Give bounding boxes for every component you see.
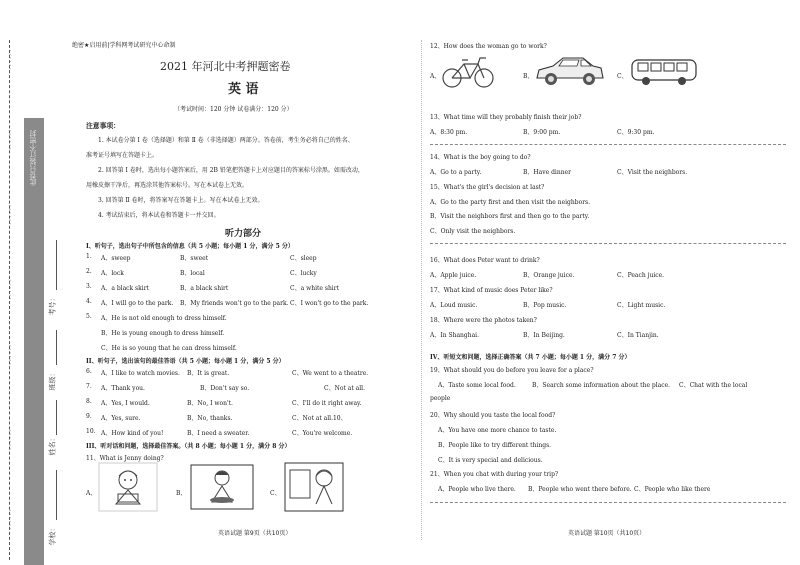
- q19-option-c-continued: people: [430, 395, 451, 402]
- note-line: 1. 本试卷分第 Ⅰ 卷（选择题）和第 Ⅱ 卷（非选择题）两部分。答卷前，考生务必将自己的姓名、: [98, 137, 354, 144]
- q11-option-a[interactable]: A、: [86, 490, 97, 497]
- q2-option-b[interactable]: B、local: [180, 270, 205, 277]
- ruler-mark: ......: [5, 203, 13, 226]
- q1-number: 1.: [86, 253, 92, 260]
- q10-number: 10.: [86, 428, 96, 435]
- binding-strip: [0, 0, 70, 565]
- subject-title: 英 语: [228, 82, 259, 97]
- q12-option-c[interactable]: C、: [617, 73, 628, 80]
- q4-number: 4.: [86, 298, 92, 305]
- q6-option-c[interactable]: C、We went to a theatre.: [292, 370, 369, 377]
- note-line: 4. 考试结束后，将本试卷和答题卡一并交回。: [98, 212, 220, 219]
- page-divider: [421, 40, 422, 540]
- section-3-heading: III、听对话和问题，选择最佳答案。（共 8 小题；每小题 1 分，满分 8 分）: [86, 443, 291, 450]
- ruler-mark: ......: [5, 343, 13, 366]
- q15-option-b[interactable]: B、Visit the neighbors first and then go to the party.: [430, 213, 590, 220]
- q19-option-a[interactable]: A、Taste some local food.: [438, 382, 516, 389]
- q20-question: 20、Why should you taste the local food?: [430, 412, 556, 419]
- field-line-exam-number[interactable]: [56, 240, 57, 290]
- field-label-name: 姓名：: [48, 434, 57, 456]
- bicycle-icon: [440, 52, 496, 90]
- section-1-heading: I、听句子，选出句子中所包含的信息（共 5 小题；每小题 1 分，满分 5 分）: [86, 243, 294, 250]
- q4-option-a[interactable]: A、I will go to the park.: [101, 300, 174, 307]
- q11-option-b[interactable]: B、: [176, 490, 187, 497]
- q4-option-c[interactable]: C、I won't go to the park.: [290, 300, 369, 307]
- q5-option-b[interactable]: B、He is young enough to dress himself.: [101, 330, 225, 337]
- q16-option-c[interactable]: C、Peach juice.: [617, 272, 665, 279]
- q14-question: 14、What is the boy going to do?: [430, 154, 531, 161]
- q6-option-a[interactable]: A、I like to watch movies.: [101, 370, 180, 377]
- q5-option-c[interactable]: C、He is so young that he can dress himself.: [101, 345, 237, 352]
- q1-option-c[interactable]: C、sleep: [290, 255, 317, 262]
- q7-option-b[interactable]: B、Don't say so.: [200, 385, 250, 392]
- q13-option-c[interactable]: C、9:30 pm.: [617, 129, 655, 136]
- q20-option-b[interactable]: B、People like to try different things.: [438, 442, 552, 449]
- q21-option-b[interactable]: B、People who went there before.: [528, 486, 632, 493]
- q19-option-c[interactable]: C、Chat with the local: [679, 382, 748, 389]
- field-label-school: 学校：: [48, 524, 57, 546]
- q12-option-a[interactable]: A、: [430, 73, 441, 80]
- q5-number: 5.: [86, 313, 92, 320]
- note-line: 3. 回答第 Ⅱ 卷时，将答案写在答题卡上。写在本试卷上无效。: [98, 197, 264, 204]
- ruler-mark: ......: [5, 278, 13, 301]
- q21-question: 21、When you chat with during your trip?: [430, 471, 559, 478]
- q3-option-a[interactable]: A、a black skirt: [101, 285, 149, 292]
- girl-painting-icon: [284, 462, 344, 512]
- q17-question: 17、What kind of music does Peter like?: [430, 287, 553, 294]
- note-line: 2. 回答第 Ⅰ 卷时，选出每小题答案后，用 2B 铅笔把答题卡上对应题目的答案标号涂黑。如需改动，: [98, 167, 364, 174]
- q9-number: 9.: [86, 413, 92, 420]
- q15-option-a[interactable]: A、Go to the party first and then visit the neighbors.: [430, 199, 591, 206]
- ruler-mark: ......: [5, 48, 13, 71]
- field-label-exam-number: 考号：: [48, 294, 57, 316]
- q19-option-b[interactable]: B、Search some information about the place.: [532, 382, 671, 389]
- q10-option-a[interactable]: A、How kind of you!: [101, 430, 164, 437]
- exam-title: 2021 年河北中考押题密卷: [160, 60, 291, 73]
- field-line-school[interactable]: [56, 470, 57, 520]
- q17-option-a[interactable]: A、Loud music.: [430, 302, 478, 309]
- q15-question: 15、What's the girl's decision at last?: [430, 184, 545, 191]
- q7-number: 7.: [86, 383, 92, 390]
- ruler-mark: ......: [5, 128, 13, 151]
- bus-icon: [630, 58, 700, 88]
- q16-question: 16、What does Peter want to drink?: [430, 257, 540, 264]
- field-line-class[interactable]: [56, 330, 57, 365]
- q12-question: 12、How does the woman go to work?: [430, 43, 547, 50]
- q9-option-c[interactable]: C、Not at all.10、: [292, 415, 347, 422]
- ruler-mark: ......: [5, 428, 13, 451]
- q13-option-a[interactable]: A、8:30 pm.: [430, 129, 468, 136]
- q1-option-b[interactable]: B、sweet: [180, 255, 209, 262]
- q14-option-b[interactable]: B、Have dinner: [523, 169, 571, 176]
- q6-option-b[interactable]: B、It is great.: [187, 370, 230, 377]
- q9-option-a[interactable]: A、Yes, sure.: [101, 415, 141, 422]
- girl-cooking-icon: [190, 464, 254, 510]
- q20-option-c[interactable]: C、It is very special and delicious.: [438, 457, 543, 464]
- q14-option-a[interactable]: A、Go to a party.: [430, 169, 482, 176]
- q1-option-a[interactable]: A、sweep: [101, 255, 131, 262]
- section-2-heading: II、听句子，选出该句的最佳答语（共 5 小题；每小题 1 分，满分 5 分）: [86, 358, 285, 365]
- q3-number: 3.: [86, 283, 92, 290]
- q2-number: 2.: [86, 268, 92, 275]
- q12-option-b[interactable]: B、: [523, 73, 534, 80]
- ruler-mark: ......: [5, 508, 13, 531]
- q11-question: 11、What is Jenny doing?: [86, 455, 164, 462]
- q8-option-c[interactable]: C、I'll do it right away.: [292, 400, 362, 407]
- q2-option-c[interactable]: C、lucky: [290, 270, 317, 277]
- top-note: 绝密★启用前|学科网考试研究中心命制: [72, 42, 176, 49]
- q9-option-b[interactable]: B、No, thanks.: [187, 415, 233, 422]
- q8-option-a[interactable]: A、Yes, I would.: [101, 400, 150, 407]
- car-icon: [533, 54, 605, 88]
- q13-option-b[interactable]: B、9:00 pm.: [523, 129, 561, 136]
- q8-option-b[interactable]: B、No, I won't.: [187, 400, 233, 407]
- q10-option-c[interactable]: C、You're welcome.: [292, 430, 353, 437]
- q16-option-b[interactable]: B、Orange juice.: [523, 272, 575, 279]
- section-title: 听力部分: [225, 229, 262, 239]
- q20-option-a[interactable]: A、You have one more chance to taste.: [438, 427, 557, 434]
- left-page-footer: 英语试题 第9页（共10页）: [218, 530, 292, 537]
- q6-number: 6.: [86, 368, 92, 375]
- q17-option-c[interactable]: C、Light music.: [617, 302, 666, 309]
- q17-option-b[interactable]: B、Pop music.: [523, 302, 567, 309]
- strip-note: 此卷只装订不密封: [29, 130, 37, 186]
- right-page-footer: 英语试题 第10页（共10页）: [568, 530, 646, 537]
- q8-number: 8.: [86, 398, 92, 405]
- girl-reading-icon: [98, 462, 158, 512]
- q10-option-b[interactable]: B、I need a sweater.: [187, 430, 250, 437]
- q16-option-a[interactable]: A、Apple juice.: [430, 272, 477, 279]
- divider: [430, 502, 786, 503]
- q18-option-a[interactable]: A、In Shanghai.: [430, 332, 479, 339]
- q5-option-a[interactable]: A、He is not old enough to dress himself.: [101, 315, 227, 322]
- divider: [430, 144, 786, 145]
- q18-question: 18、Where were the photos taken?: [430, 317, 537, 324]
- note-line: 准考证号填写在答题卡上。: [86, 152, 159, 159]
- q7-option-a[interactable]: A、Thank you.: [101, 385, 145, 392]
- q11-option-c[interactable]: C、: [270, 490, 281, 497]
- notes-header: 注意事项：: [86, 122, 120, 130]
- divider: [430, 243, 786, 244]
- q15-option-c[interactable]: C、Only visit the neighbors.: [430, 228, 516, 235]
- q21-option-a[interactable]: A、People who live there.: [438, 486, 516, 493]
- q21-option-c[interactable]: C、People who like there: [634, 486, 711, 493]
- exam-info: （考试时间：120 分钟 试卷满分：120 分）: [174, 106, 293, 113]
- q3-option-b[interactable]: B、a black shirt: [180, 285, 229, 292]
- q19-question: 19、What should you do before you leave for a place?: [430, 367, 594, 374]
- q18-option-b[interactable]: B、In Beijing.: [523, 332, 565, 339]
- field-line-name[interactable]: [56, 400, 57, 435]
- q2-option-a[interactable]: A、lock: [101, 270, 124, 277]
- q13-question: 13、What time will they probably finish their job?: [430, 114, 582, 121]
- q7-option-c[interactable]: C、Not at all.: [324, 385, 365, 392]
- section-4-heading: IV、听短文和问题，选择正确答案（共 7 小题；每小题 1 分，满分 7 分）: [430, 354, 631, 361]
- field-label-class: 班级：: [48, 369, 57, 391]
- q3-option-c[interactable]: C、a white shirt: [290, 285, 340, 292]
- q14-option-c[interactable]: C、Visit the neighbors.: [617, 169, 688, 176]
- q4-option-b[interactable]: B、My friends won't go to the park.: [180, 300, 289, 307]
- note-line: 用橡皮擦干净后，再选涂其他答案标号。写在本试卷上无效。: [86, 182, 249, 189]
- q18-option-c[interactable]: C、In Tianjin.: [617, 332, 659, 339]
